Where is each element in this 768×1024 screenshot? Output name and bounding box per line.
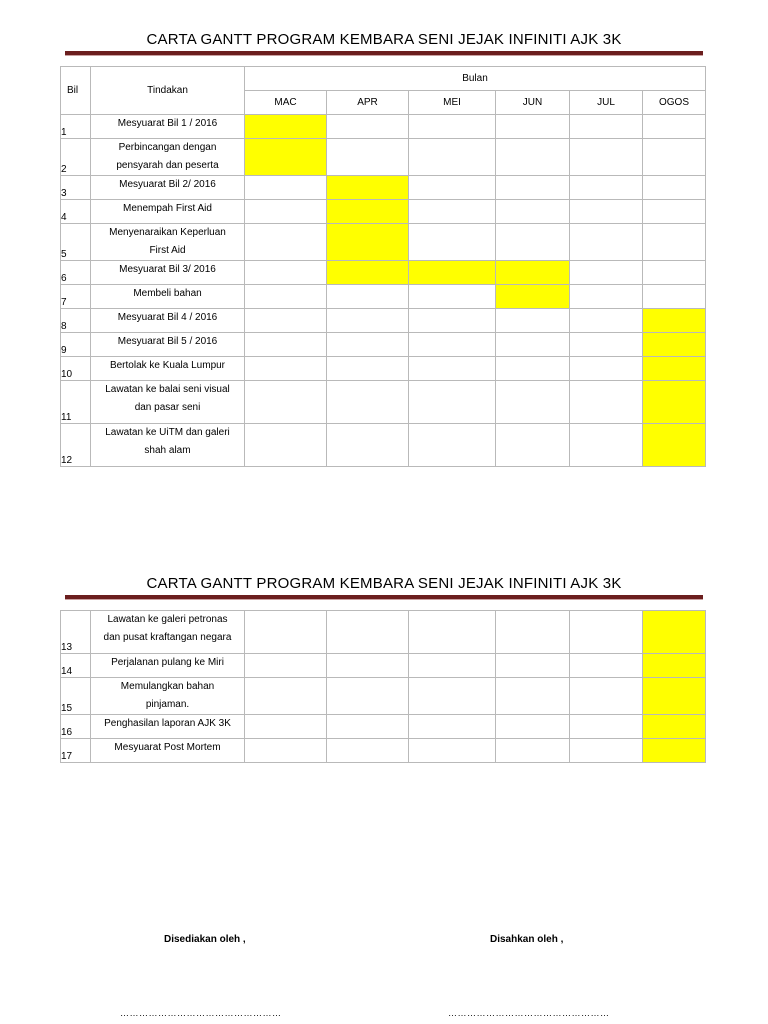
gantt-title-1: CARTA GANTT PROGRAM KEMBARA SENI JEJAK INFINITI AJK 3K [146,31,622,48]
month-cell [327,115,409,139]
month-cell [409,611,496,654]
gantt-row [61,200,706,224]
row-number: 3 [61,176,91,200]
activity-cell [91,739,245,763]
gantt-row [61,261,706,285]
month-cell [643,261,706,285]
month-cell [643,200,706,224]
month-cell-active [327,261,409,285]
gantt-row [61,739,706,763]
row-number: 1 [61,115,91,139]
month-cell [409,139,496,176]
month-cell [570,176,643,200]
activity-line: Penghasilan laporan AJK 3K [104,718,231,729]
month-cell [409,309,496,333]
gantt-row [61,678,706,715]
month-cell [327,678,409,715]
activity-cell [91,309,245,333]
month-cell [570,285,643,309]
activity-line: Menyenaraikan Keperluan [109,227,226,238]
month-cell-active [409,261,496,285]
month-cell [496,381,570,424]
activity-cell [91,200,245,224]
month-cell [643,139,706,176]
activity-line: Mesyuarat Bil 3/ 2016 [119,264,216,275]
month-cell-active [643,333,706,357]
month-cell [496,424,570,467]
gantt-row [61,654,706,678]
activity-line: Menempah First Aid [123,203,212,214]
row-number: 17 [61,739,91,763]
month-cell [327,309,409,333]
month-cell [327,357,409,381]
month-cell [496,200,570,224]
activity-line: dan pusat kraftangan negara [103,632,232,643]
gantt-row [61,224,706,261]
row-number: 9 [61,333,91,357]
month-cell-active [643,715,706,739]
month-cell [245,678,327,715]
month-cell-active [643,654,706,678]
month-cell-active [245,115,327,139]
gantt-row [61,176,706,200]
month-cell [570,200,643,224]
gantt-row [61,381,706,424]
row-number: 13 [61,611,91,654]
month-cell-active [643,611,706,654]
month-cell [409,224,496,261]
month-cell [496,139,570,176]
month-cell [409,176,496,200]
row-number: 12 [61,424,91,467]
month-cell [570,333,643,357]
activity-line: Mesyuarat Bil 2/ 2016 [119,179,216,190]
month-cell [570,678,643,715]
activity-cell [91,115,245,139]
signature-line-left: …………………………………………… [120,1008,282,1018]
month-cell [409,333,496,357]
month-cell [570,611,643,654]
month-cell [643,224,706,261]
month-cell [245,715,327,739]
month-cell [245,309,327,333]
month-cell-active [327,176,409,200]
gantt-row [61,715,706,739]
month-cell-active [496,261,570,285]
activity-cell [91,654,245,678]
activity-line: Lawatan ke UiTM dan galeri [105,427,230,438]
month-cell-active [643,678,706,715]
row-number: 5 [61,224,91,261]
activity-line: shah alam [144,445,191,456]
month-cell-active [643,357,706,381]
month-cell [496,739,570,763]
row-number: 15 [61,678,91,715]
header-bil: Bil [61,67,91,115]
gantt-row [61,115,706,139]
month-cell [409,739,496,763]
gantt-title-2: CARTA GANTT PROGRAM KEMBARA SENI JEJAK INFINITI AJK 3K [146,575,622,592]
header-month: JUL [570,91,643,115]
month-cell-active [327,200,409,224]
month-cell [570,139,643,176]
activity-line: Mesyuarat Bil 4 / 2016 [117,312,218,323]
row-number: 8 [61,309,91,333]
activity-line: pensyarah dan peserta [116,160,219,171]
approved-by-label: Disahkan oleh , [490,934,564,945]
gantt-table-1 [60,66,706,467]
activity-line: Mesyuarat Bil 5 / 2016 [117,336,218,347]
header-tindakan: Tindakan [91,67,245,115]
header-month: OGOS [643,91,706,115]
activity-line: Bertolak ke Kuala Lumpur [109,360,226,371]
month-cell [643,115,706,139]
gantt-table-2 [60,610,706,763]
activity-cell [91,381,245,424]
month-cell [245,357,327,381]
activity-line: Lawatan ke balai seni visual [105,384,230,395]
activity-line: Lawatan ke galeri petronas [107,614,228,625]
row-number: 10 [61,357,91,381]
month-cell [245,176,327,200]
month-cell [327,333,409,357]
gantt-row [61,611,706,654]
activity-cell [91,285,245,309]
activity-line: First Aid [149,245,186,256]
month-cell-active [327,224,409,261]
month-cell [496,176,570,200]
activity-cell [91,261,245,285]
month-cell [245,611,327,654]
month-cell [643,285,706,309]
header-month: APR [327,91,409,115]
month-cell [245,654,327,678]
row-number: 2 [61,139,91,176]
header-month: MAC [245,91,327,115]
month-cell [643,176,706,200]
gantt-row [61,333,706,357]
month-cell [327,654,409,678]
activity-cell [91,139,245,176]
month-cell [570,715,643,739]
month-cell [245,424,327,467]
month-cell [245,224,327,261]
activity-line: Perjalanan pulang ke Miri [111,657,224,668]
month-cell [327,611,409,654]
month-cell [409,115,496,139]
month-cell [570,654,643,678]
header-bulan: Bulan [245,67,706,91]
gantt-body-2 [61,611,706,763]
month-cell [327,285,409,309]
month-cell [409,357,496,381]
row-number: 11 [61,381,91,424]
month-cell [496,309,570,333]
activity-cell [91,678,245,715]
row-number: 7 [61,285,91,309]
title-rule-2 [65,595,703,600]
month-cell [496,654,570,678]
month-cell-active [643,381,706,424]
activity-line: Mesyuarat Post Mortem [114,742,221,753]
month-cell-active [643,739,706,763]
month-cell [245,200,327,224]
activity-cell [91,424,245,467]
month-cell [496,678,570,715]
header-month: JUN [496,91,570,115]
month-cell [570,224,643,261]
month-cell [496,357,570,381]
month-cell [496,224,570,261]
month-cell [245,739,327,763]
gantt-row [61,357,706,381]
month-cell [327,139,409,176]
month-cell [409,715,496,739]
month-cell [327,424,409,467]
activity-cell [91,357,245,381]
signature-line-right: …………………………………………… [448,1008,610,1018]
row-number: 14 [61,654,91,678]
month-cell-active [643,424,706,467]
activity-line: Mesyuarat Bil 1 / 2016 [117,118,218,129]
month-cell [327,381,409,424]
month-cell-active [643,309,706,333]
activity-line: pinjaman. [145,699,190,710]
row-number: 16 [61,715,91,739]
month-cell [245,261,327,285]
month-cell [409,424,496,467]
month-cell [570,739,643,763]
month-cell [245,333,327,357]
header-month: MEI [409,91,496,115]
month-cell [409,381,496,424]
month-cell [409,678,496,715]
row-number: 6 [61,261,91,285]
gantt-row [61,309,706,333]
gantt-row [61,285,706,309]
month-cell [570,424,643,467]
month-cell-active [496,285,570,309]
prepared-by-label: Disediakan oleh , [164,934,246,945]
month-cell [570,261,643,285]
month-cell [496,115,570,139]
gantt-row [61,424,706,467]
activity-line: Perbincangan dengan [118,142,217,153]
month-cell [327,739,409,763]
month-cell [496,611,570,654]
gantt-body-1 [61,115,706,467]
activity-cell [91,333,245,357]
month-cell [570,115,643,139]
month-cell [245,381,327,424]
activity-line: Memulangkan bahan [120,681,215,692]
month-cell [570,381,643,424]
activity-line: dan pasar seni [134,402,201,413]
activity-cell [91,611,245,654]
month-cell-active [245,139,327,176]
activity-line: Membeli bahan [133,288,202,299]
row-number: 4 [61,200,91,224]
month-cell [327,715,409,739]
month-cell [409,200,496,224]
month-cell [496,333,570,357]
month-cell [409,654,496,678]
month-cell [570,357,643,381]
activity-cell [91,224,245,261]
month-cell [409,285,496,309]
title-rule-1 [65,51,703,56]
activity-cell [91,176,245,200]
month-cell [245,285,327,309]
activity-cell [91,715,245,739]
month-cell [570,309,643,333]
month-cell [496,715,570,739]
gantt-row [61,139,706,176]
